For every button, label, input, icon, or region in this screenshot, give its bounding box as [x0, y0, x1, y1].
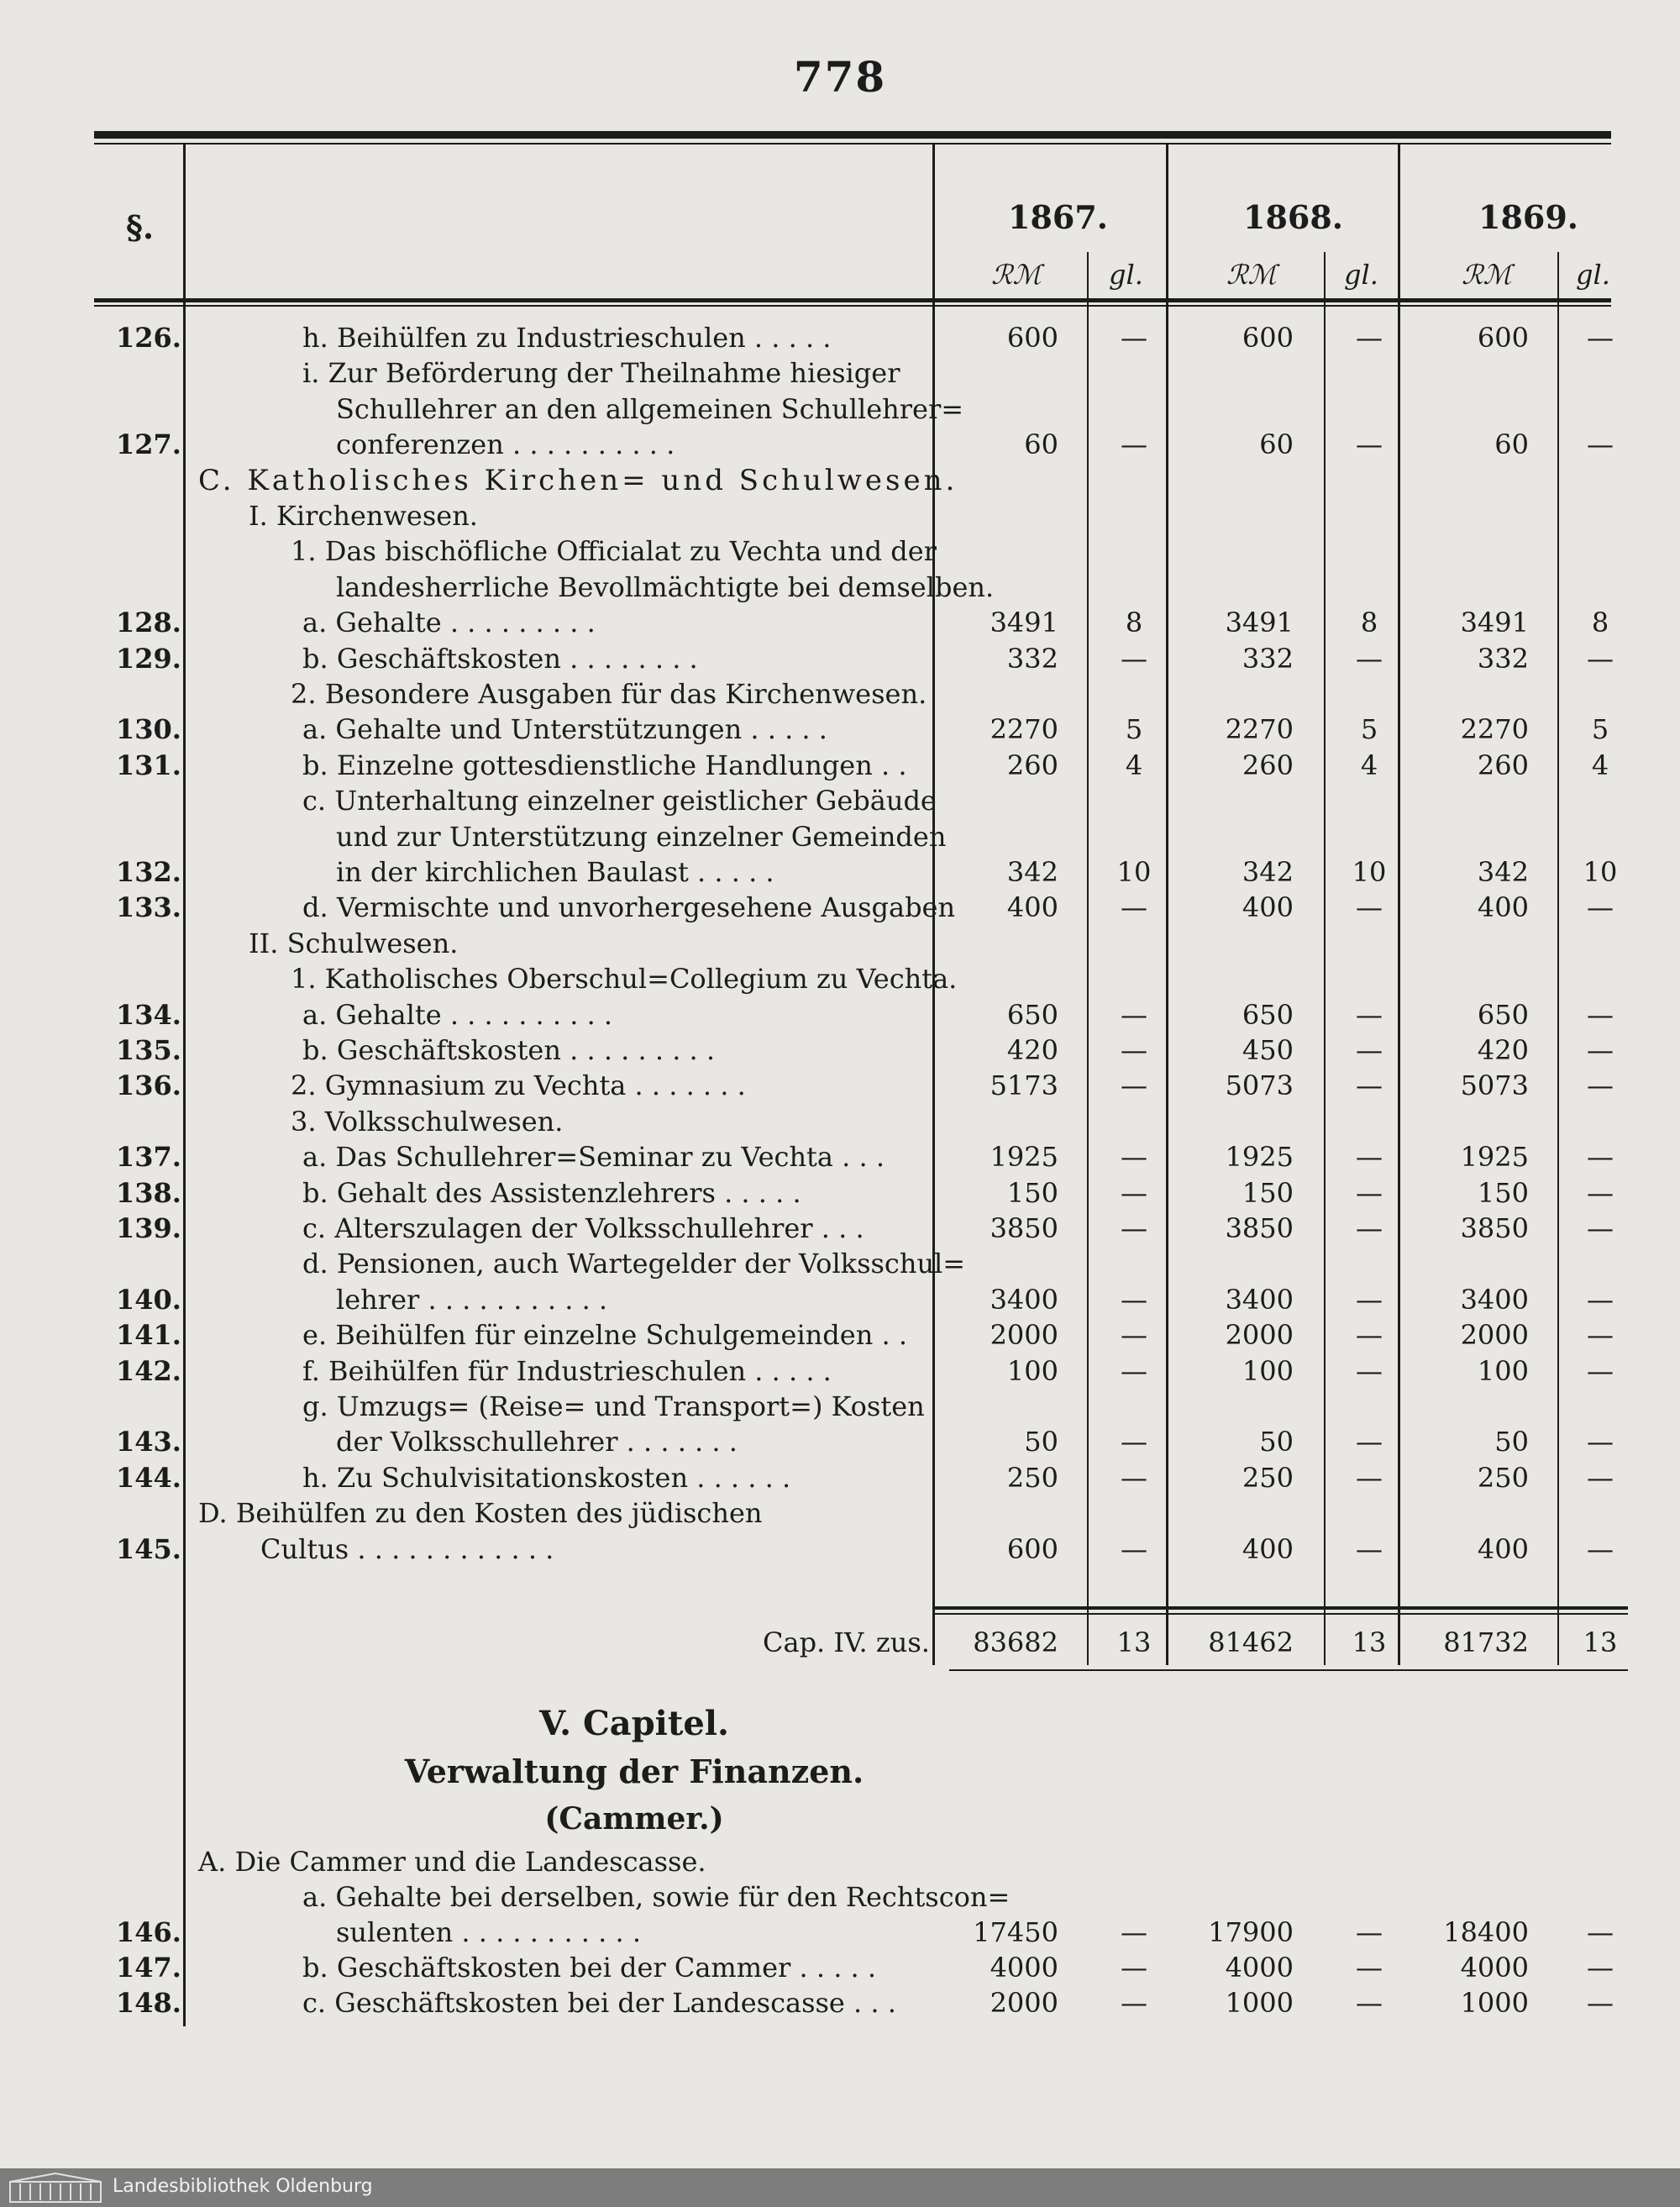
value-1869-gl: 4: [1591, 749, 1609, 781]
row-text: 3. Volksschulwesen.: [291, 1105, 564, 1138]
row-number: 140.: [116, 1283, 181, 1316]
value-1868: 17900: [1208, 1916, 1294, 1948]
row-number: 137.: [116, 1141, 181, 1174]
row-number: 138.: [116, 1176, 181, 1209]
value-1867-gl: —: [1121, 1952, 1147, 1984]
value-1868: 5073: [1225, 1069, 1294, 1102]
value-1868-gl: —: [1356, 1354, 1383, 1387]
value-1868: 250: [1242, 1461, 1294, 1494]
value-1867: 1925: [990, 1141, 1058, 1174]
value-1867: 17450: [973, 1916, 1058, 1948]
value-1867: 150: [1006, 1176, 1058, 1209]
total-rule-top: [932, 1606, 1628, 1610]
year-1869: 1869.: [1478, 198, 1578, 236]
value-1868: 3491: [1225, 607, 1294, 639]
value-1867: 2000: [990, 1319, 1058, 1352]
value-1868-gl: —: [1356, 1319, 1383, 1352]
value-1868: 4000: [1225, 1952, 1294, 1984]
row-text: in der kirchlichen Baulast . . . . .: [336, 856, 774, 888]
year-1867: 1867.: [1008, 198, 1108, 236]
value-1867-gl: —: [1121, 1461, 1147, 1494]
value-1869: 1000: [1460, 1987, 1529, 2019]
row-text: g. Umzugs= (Reise= und Transport=) Kosten: [302, 1390, 925, 1422]
value-1868-gl: —: [1356, 1069, 1383, 1102]
value-1869-gl: —: [1587, 1987, 1614, 2019]
row-text: b. Geschäftskosten . . . . . . . . .: [302, 1034, 716, 1066]
header-rule: [94, 298, 1611, 302]
value-1867: 600: [1006, 1532, 1058, 1565]
total-1867: 83682: [973, 1626, 1058, 1658]
row-text: c. Geschäftskosten bei der Landescasse . . .: [302, 1987, 896, 2019]
row-text: h. Beihülfen zu Industrieschulen . . . . .: [302, 322, 832, 354]
row-text: d. Vermischte und unvorhergesehene Ausgaben: [302, 891, 956, 924]
value-1868-gl: —: [1356, 322, 1383, 354]
row-number: 145.: [116, 1532, 181, 1565]
value-1869-gl: —: [1587, 1212, 1614, 1244]
value-1868-gl: —: [1356, 1426, 1383, 1458]
value-1869: 3850: [1460, 1212, 1529, 1244]
row-text: e. Beihülfen für einzelne Schulgemeinden . .: [302, 1319, 907, 1352]
value-1868-gl: —: [1356, 1987, 1383, 2019]
value-1869: 332: [1477, 642, 1529, 675]
row-number: 128.: [116, 607, 181, 639]
value-1868-gl: —: [1356, 1532, 1383, 1565]
value-1868: 400: [1242, 1532, 1294, 1565]
value-1869: 2000: [1460, 1319, 1529, 1352]
row-text: b. Geschäftskosten bei der Cammer . . . . .: [302, 1952, 877, 1984]
value-1868-gl: 5: [1360, 713, 1378, 746]
value-1869: 250: [1477, 1461, 1529, 1494]
value-1869: 2270: [1460, 713, 1529, 746]
row-text: b. Geschäftskosten . . . . . . . .: [302, 642, 698, 675]
value-1867-gl: —: [1121, 1354, 1147, 1387]
value-1868-gl: 4: [1360, 749, 1378, 781]
row-number: 135.: [116, 1034, 181, 1066]
value-1869-gl: —: [1587, 1916, 1614, 1948]
row-text: b. Einzelne gottesdienstliche Handlungen . .: [302, 749, 907, 781]
value-1868-gl: —: [1356, 1283, 1383, 1316]
value-1868: 260: [1242, 749, 1294, 781]
library-building-icon: [8, 2172, 102, 2204]
row-number: 141.: [116, 1319, 181, 1352]
row-text: I. Kirchenwesen.: [249, 500, 478, 532]
value-1867: 342: [1006, 856, 1058, 888]
value-1867-gl: —: [1121, 1212, 1147, 1244]
value-1869-gl: —: [1587, 1426, 1614, 1458]
value-1868-gl: —: [1356, 1034, 1383, 1066]
value-1868-gl: 8: [1360, 607, 1378, 639]
value-1867-gl: —: [1121, 322, 1147, 354]
row-text: a. Gehalte und Unterstützungen . . . . .: [302, 713, 827, 746]
value-1868: 2000: [1225, 1319, 1294, 1352]
value-1868: 100: [1242, 1354, 1294, 1387]
value-1867: 260: [1006, 749, 1058, 781]
unit-gl-1869: gl.: [1576, 259, 1610, 291]
value-1868: 3400: [1225, 1283, 1294, 1316]
row-text: A. Die Cammer und die Landescasse.: [198, 1846, 706, 1878]
total-1867-gl: 13: [1116, 1626, 1152, 1658]
value-1869: 3491: [1460, 607, 1529, 639]
total-rule-bottom: [949, 1669, 1628, 1671]
footer-library-name: Landesbibliothek Oldenburg: [113, 2176, 373, 2197]
row-number: 136.: [116, 1069, 181, 1102]
value-1867: 3850: [990, 1212, 1058, 1244]
value-1867-gl: —: [1121, 998, 1147, 1031]
row-text: 1. Katholisches Oberschul=Collegium zu Vechta.: [291, 963, 958, 996]
value-1867-gl: 5: [1125, 713, 1143, 746]
value-1869-gl: —: [1587, 1319, 1614, 1352]
value-1868: 600: [1242, 322, 1294, 354]
row-text: und zur Unterstützung einzelner Gemeinden: [336, 820, 947, 853]
row-text: a. Gehalte . . . . . . . . .: [302, 607, 596, 639]
value-1867: 60: [1024, 428, 1058, 461]
value-1867: 50: [1024, 1426, 1058, 1458]
value-1867: 400: [1006, 891, 1058, 924]
value-1867: 100: [1006, 1354, 1058, 1387]
value-1867-gl: —: [1121, 1532, 1147, 1565]
total-label: Cap. IV. zus.: [763, 1626, 930, 1658]
col-line-section: [183, 145, 186, 2026]
row-text: 2. Besondere Ausgaben für das Kirchenwesen.: [291, 678, 927, 710]
value-1867-gl: —: [1121, 1141, 1147, 1174]
value-1869: 1925: [1460, 1141, 1529, 1174]
chapter-subtitle-2: (Cammer.): [544, 1801, 724, 1837]
value-1868: 1000: [1225, 1987, 1294, 2019]
col-line-gl2: [1324, 252, 1326, 1665]
row-text: lehrer . . . . . . . . . . .: [336, 1283, 608, 1316]
value-1869-gl: —: [1587, 1283, 1614, 1316]
value-1867-gl: 8: [1125, 607, 1143, 639]
row-text: h. Zu Schulvisitationskosten . . . . . .: [302, 1461, 791, 1494]
value-1867: 2000: [990, 1987, 1058, 2019]
year-1868: 1868.: [1243, 198, 1343, 236]
value-1868-gl: —: [1356, 428, 1383, 461]
value-1868-gl: —: [1356, 1176, 1383, 1209]
total-1868: 81462: [1208, 1626, 1294, 1658]
row-text: Schullehrer an den allgemeinen Schullehrer=: [336, 392, 964, 425]
value-1867: 5173: [990, 1069, 1058, 1102]
value-1868-gl: —: [1356, 1952, 1383, 1984]
row-number: 129.: [116, 642, 181, 675]
value-1867-gl: —: [1121, 642, 1147, 675]
value-1869-gl: —: [1587, 1069, 1614, 1102]
value-1869-gl: —: [1587, 891, 1614, 924]
row-number: 127.: [116, 428, 181, 461]
value-1867: 3400: [990, 1283, 1058, 1316]
value-1869-gl: —: [1587, 1354, 1614, 1387]
page-number: 778: [793, 52, 887, 102]
value-1869: 4000: [1460, 1952, 1529, 1984]
total-1868-gl: 13: [1352, 1626, 1387, 1658]
unit-taler-1868: ℛℳ: [1226, 259, 1277, 291]
row-number: 130.: [116, 713, 181, 746]
value-1868: 150: [1242, 1176, 1294, 1209]
value-1867-gl: —: [1121, 1034, 1147, 1066]
total-1869-gl: 13: [1583, 1626, 1618, 1658]
value-1868: 1925: [1225, 1141, 1294, 1174]
row-number: 144.: [116, 1461, 181, 1494]
value-1869-gl: —: [1587, 428, 1614, 461]
header-rule-thin: [94, 305, 1611, 307]
row-number: 142.: [116, 1354, 181, 1387]
value-1869-gl: 10: [1583, 856, 1618, 888]
value-1869: 260: [1477, 749, 1529, 781]
row-number: 131.: [116, 749, 181, 781]
row-text: i. Zur Beförderung der Theilnahme hiesiger: [302, 357, 900, 390]
row-text: a. Gehalte bei derselben, sowie für den Rechtscon=: [302, 1881, 1011, 1913]
row-number: 133.: [116, 891, 181, 924]
row-number: 147.: [116, 1952, 181, 1984]
value-1869: 400: [1477, 1532, 1529, 1565]
row-text: II. Schulwesen.: [249, 927, 459, 959]
chapter-subtitle: Verwaltung der Finanzen.: [404, 1752, 864, 1790]
value-1867-gl: —: [1121, 1987, 1147, 2019]
value-1869-gl: —: [1587, 1461, 1614, 1494]
value-1868-gl: —: [1356, 642, 1383, 675]
value-1869: 50: [1494, 1426, 1529, 1458]
value-1869-gl: 5: [1591, 713, 1609, 746]
value-1868-gl: —: [1356, 1916, 1383, 1948]
value-1869-gl: —: [1587, 642, 1614, 675]
row-number: 146.: [116, 1916, 181, 1948]
unit-taler-1869: ℛℳ: [1462, 259, 1512, 291]
value-1868: 332: [1242, 642, 1294, 675]
value-1869: 5073: [1460, 1069, 1529, 1102]
value-1868-gl: 10: [1352, 856, 1387, 888]
row-number: 148.: [116, 1987, 181, 2019]
value-1867: 3491: [990, 607, 1058, 639]
section-header: §.: [126, 208, 155, 246]
value-1868-gl: —: [1356, 998, 1383, 1031]
value-1869: 60: [1494, 428, 1529, 461]
value-1869-gl: —: [1587, 1176, 1614, 1209]
row-text: 1. Das bischöfliche Officialat zu Vechta und der: [291, 535, 937, 568]
row-text: der Volksschullehrer . . . . . . .: [336, 1426, 738, 1458]
row-number: 139.: [116, 1212, 181, 1244]
value-1868: 60: [1259, 428, 1294, 461]
value-1867: 650: [1006, 998, 1058, 1031]
value-1869: 650: [1477, 998, 1529, 1031]
row-text: landesherrliche Bevollmächtigte bei demselben.: [336, 570, 995, 603]
value-1867: 250: [1006, 1461, 1058, 1494]
value-1868: 2270: [1225, 713, 1294, 746]
value-1867-gl: —: [1121, 1426, 1147, 1458]
value-1867-gl: 4: [1125, 749, 1143, 781]
value-1869: 18400: [1443, 1916, 1529, 1948]
row-number: 143.: [116, 1426, 181, 1458]
value-1867-gl: —: [1121, 1069, 1147, 1102]
value-1867-gl: —: [1121, 1319, 1147, 1352]
value-1867-gl: —: [1121, 1176, 1147, 1209]
footer-bar: [0, 2168, 1680, 2207]
value-1869: 3400: [1460, 1283, 1529, 1316]
value-1869: 342: [1477, 856, 1529, 888]
value-1868: 342: [1242, 856, 1294, 888]
value-1869-gl: —: [1587, 1034, 1614, 1066]
value-1868-gl: —: [1356, 891, 1383, 924]
value-1868: 3850: [1225, 1212, 1294, 1244]
row-text: Cultus . . . . . . . . . . . .: [260, 1532, 554, 1565]
row-text: C. Katholisches Kirchen= und Schulwesen.: [198, 463, 958, 497]
top-rule-thick: [94, 131, 1611, 139]
value-1868: 50: [1259, 1426, 1294, 1458]
row-number: 126.: [116, 322, 181, 354]
total-rule-top2: [932, 1613, 1628, 1615]
value-1869-gl: —: [1587, 322, 1614, 354]
row-text: D. Beihülfen zu den Kosten des jüdischen: [198, 1497, 763, 1530]
row-text: f. Beihülfen für Industrieschulen . . . . .: [302, 1354, 832, 1387]
value-1867-gl: —: [1121, 1916, 1147, 1948]
value-1868-gl: —: [1356, 1461, 1383, 1494]
chapter-title: V. Capitel.: [539, 1704, 729, 1743]
unit-taler-1867: ℛℳ: [991, 259, 1042, 291]
value-1869: 420: [1477, 1034, 1529, 1066]
total-1869: 81732: [1443, 1626, 1529, 1658]
row-number: 134.: [116, 998, 181, 1031]
value-1869-gl: —: [1587, 998, 1614, 1031]
value-1869-gl: —: [1587, 1141, 1614, 1174]
value-1869: 400: [1477, 891, 1529, 924]
value-1869: 150: [1477, 1176, 1529, 1209]
row-text: a. Gehalte . . . . . . . . . .: [302, 998, 613, 1031]
value-1868: 450: [1242, 1034, 1294, 1066]
value-1867-gl: —: [1121, 428, 1147, 461]
value-1868: 400: [1242, 891, 1294, 924]
unit-gl-1867: gl.: [1109, 259, 1143, 291]
row-text: 2. Gymnasium zu Vechta . . . . . . .: [291, 1069, 746, 1102]
value-1867: 420: [1006, 1034, 1058, 1066]
value-1869-gl: —: [1587, 1532, 1614, 1565]
unit-gl-1868: gl.: [1344, 259, 1378, 291]
value-1869: 100: [1477, 1354, 1529, 1387]
value-1869-gl: 8: [1591, 607, 1609, 639]
col-line-gl3: [1557, 252, 1559, 1665]
value-1867: 2270: [990, 713, 1058, 746]
value-1869-gl: —: [1587, 1952, 1614, 1984]
value-1867: 4000: [990, 1952, 1058, 1984]
value-1867-gl: 10: [1116, 856, 1152, 888]
row-text: b. Gehalt des Assistenzlehrers . . . . .: [302, 1176, 801, 1209]
value-1868-gl: —: [1356, 1141, 1383, 1174]
row-text: d. Pensionen, auch Wartegelder der Volksschul=: [302, 1248, 966, 1280]
value-1868: 650: [1242, 998, 1294, 1031]
value-1867-gl: —: [1121, 1283, 1147, 1316]
row-text: c. Alterszulagen der Volksschullehrer . . .: [302, 1212, 864, 1244]
value-1867: 600: [1006, 322, 1058, 354]
row-text: c. Unterhaltung einzelner geistlicher Gebäude: [302, 785, 937, 817]
value-1868-gl: —: [1356, 1212, 1383, 1244]
row-number: 132.: [116, 856, 181, 888]
col-line-gl1: [1087, 252, 1089, 1665]
value-1867: 332: [1006, 642, 1058, 675]
value-1867-gl: —: [1121, 891, 1147, 924]
top-rule-thin: [94, 143, 1611, 145]
row-text: sulenten . . . . . . . . . . .: [336, 1916, 641, 1948]
row-text: conferenzen . . . . . . . . . .: [336, 428, 675, 461]
row-text: a. Das Schullehrer=Seminar zu Vechta . . .: [302, 1141, 885, 1174]
value-1869: 600: [1477, 322, 1529, 354]
